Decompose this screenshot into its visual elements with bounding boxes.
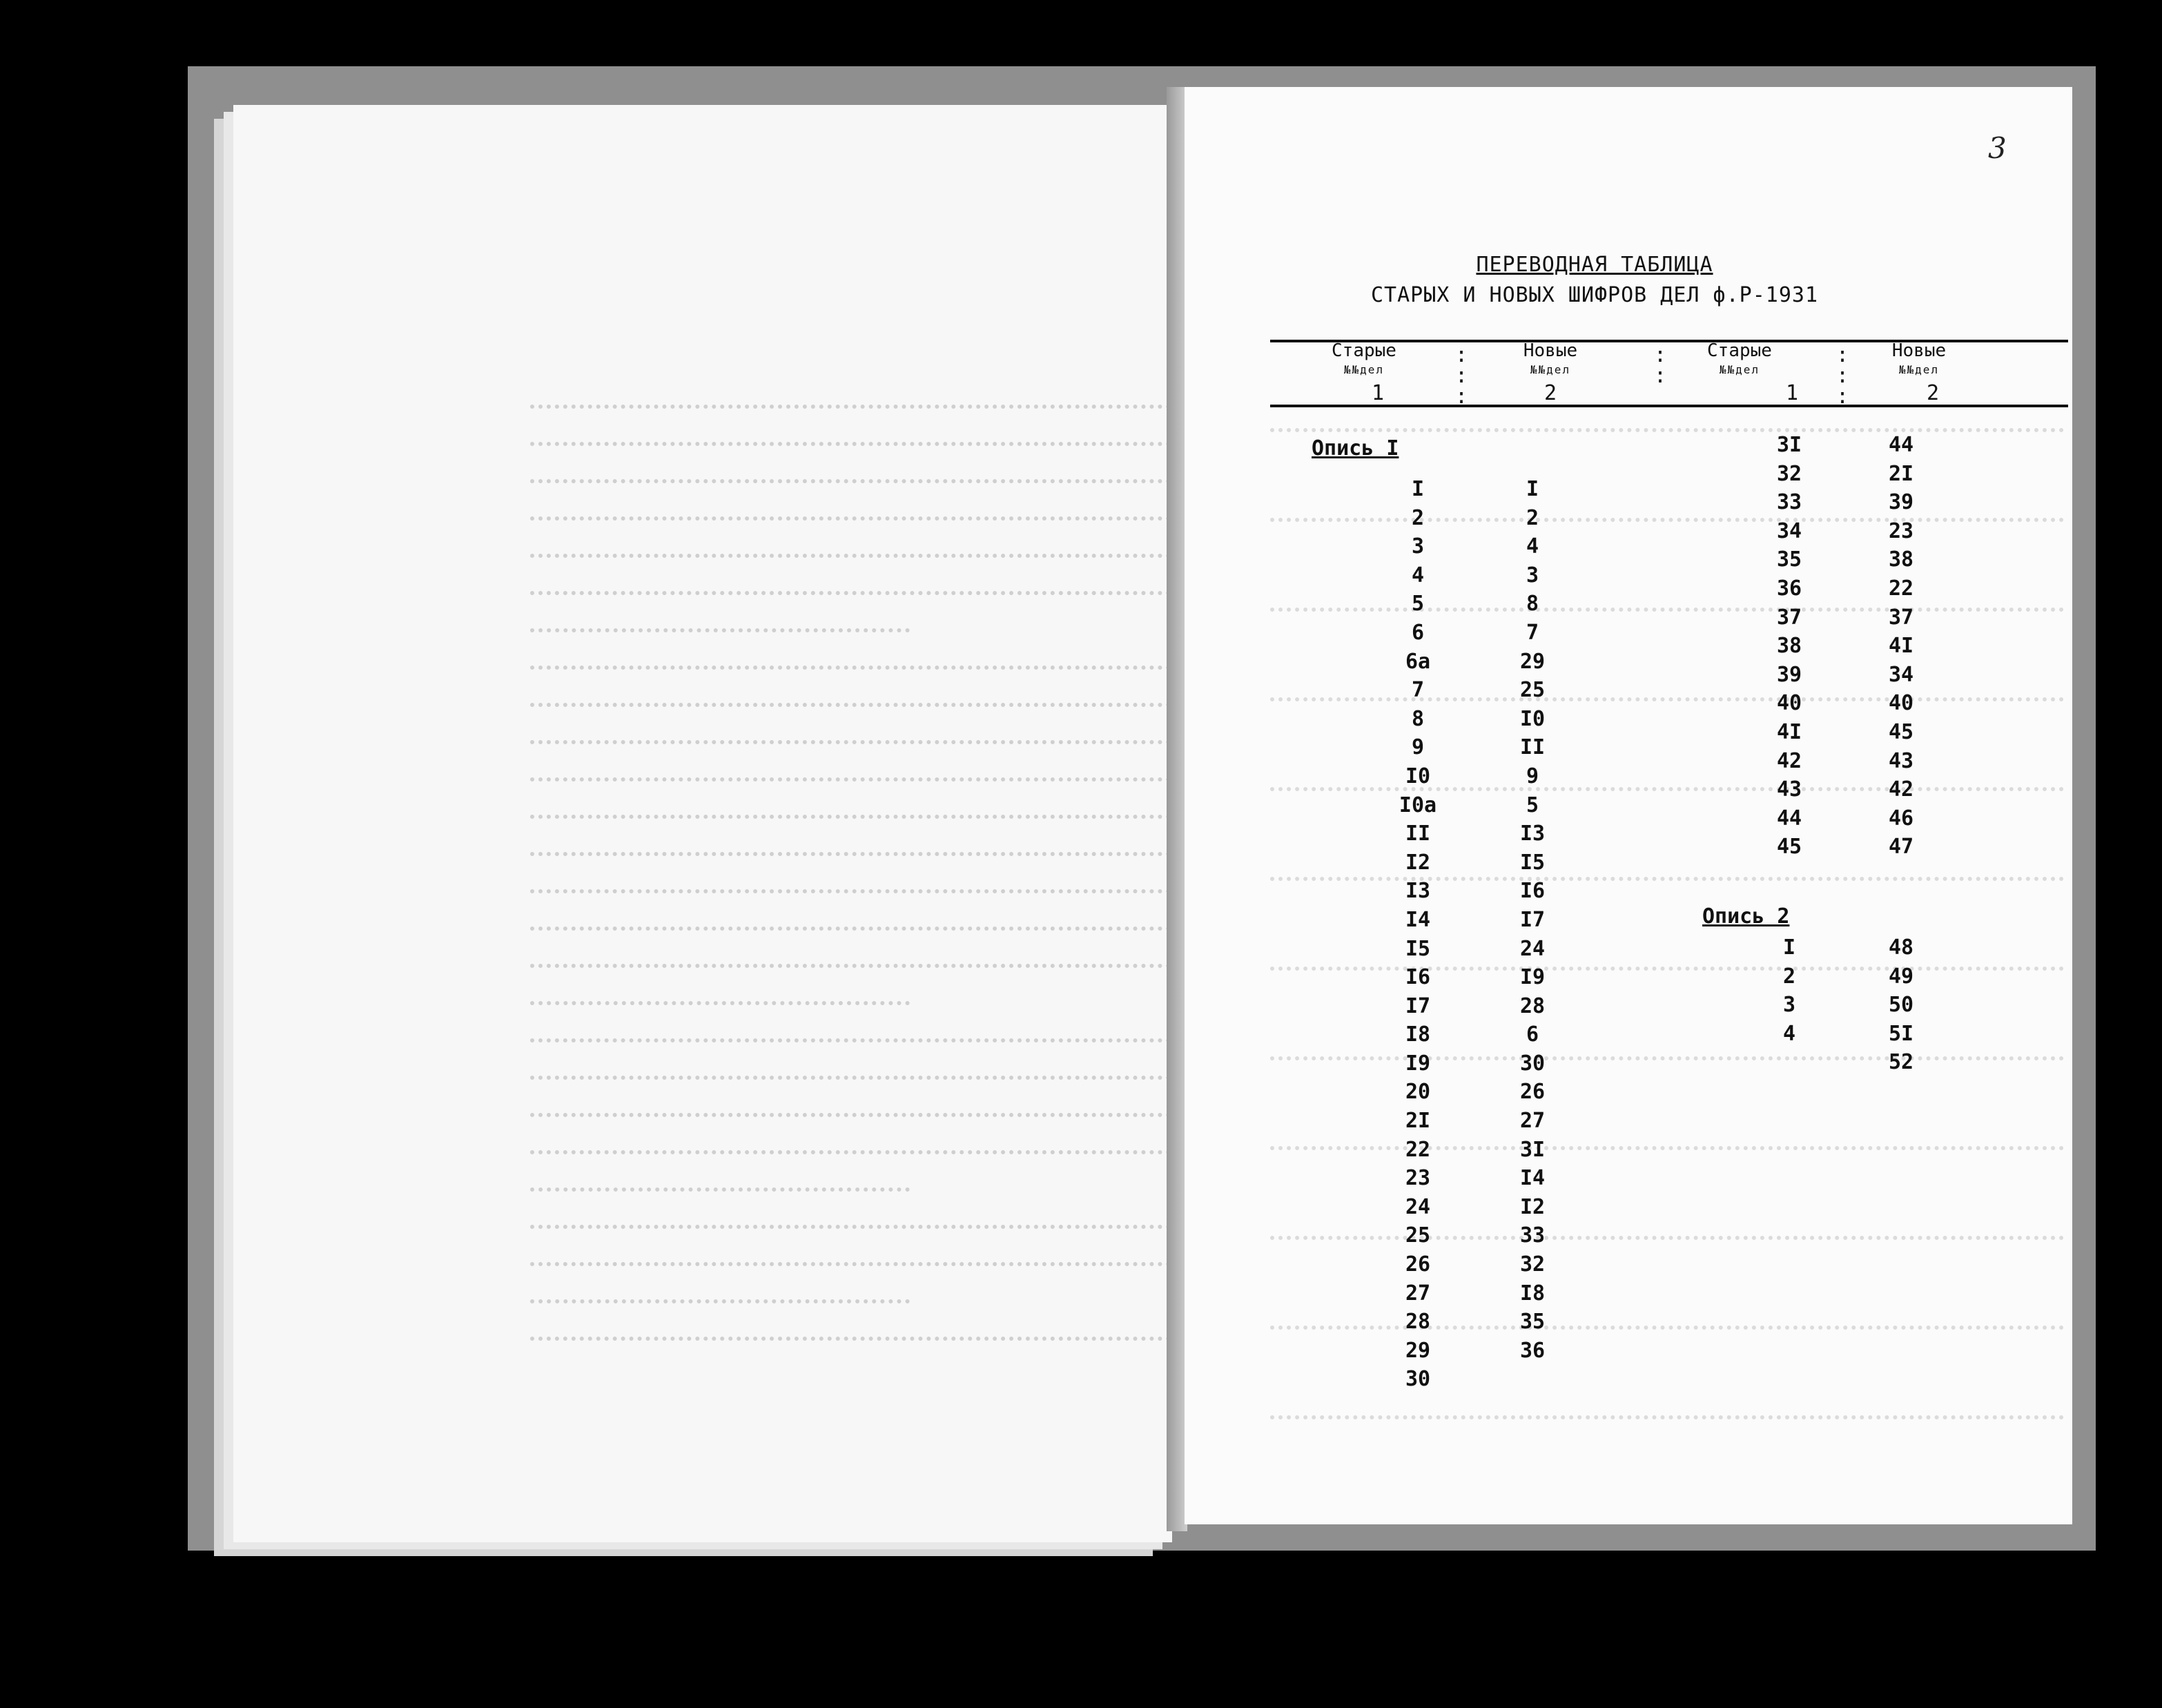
table-cell: 4: [1411, 563, 1425, 588]
table-cell: 4I: [1776, 719, 1802, 744]
table-cell: 2I: [1888, 461, 1914, 486]
table-cell: 47: [1888, 835, 1914, 860]
bleed-through-text: [233, 105, 1172, 1542]
table-cell: I0а: [1399, 793, 1437, 817]
table-cell: II: [1405, 822, 1431, 846]
header-new-2: [1864, 341, 1974, 380]
section1-cont-old-column: [1741, 431, 1838, 862]
table-cell: 3I: [1519, 1137, 1546, 1162]
bleed-line: [530, 679, 1220, 707]
header-new-1-mark: №№дел: [1530, 363, 1571, 376]
table-cell: 34: [1888, 662, 1914, 687]
table-cell: 2: [1526, 505, 1539, 530]
table-cell: II: [1519, 735, 1546, 760]
bleed-line: [530, 642, 1220, 670]
table-cell: 26: [1519, 1080, 1546, 1105]
bleed-line: [530, 456, 1220, 483]
table-cell: I0: [1405, 764, 1431, 788]
page-number: 3: [1988, 131, 2007, 165]
table-cell: I4: [1519, 1166, 1546, 1191]
table-cell: I8: [1519, 1281, 1546, 1306]
section1-old-column: [1370, 475, 1466, 1394]
table-cell: 28: [1405, 1310, 1431, 1335]
header-old-1-label: Старые: [1332, 340, 1396, 361]
table-cell: 5: [1411, 592, 1425, 617]
table-cell: 6: [1411, 620, 1425, 645]
table-cell: 8: [1411, 706, 1425, 731]
table-cell: 3: [1411, 534, 1425, 559]
table-cell: 50: [1888, 993, 1914, 1018]
table-cell: 2: [1411, 505, 1425, 530]
section-title-opis-1: Опись I: [1312, 436, 1399, 460]
table-cell: 36: [1519, 1338, 1546, 1363]
column-separator: : : :: [1455, 343, 1468, 409]
table-cell: 43: [1776, 777, 1802, 802]
table-cell: 30: [1519, 1051, 1546, 1076]
table-cell: 40: [1776, 691, 1802, 716]
header-old-1: [1309, 341, 1419, 380]
table-cell: 33: [1776, 490, 1802, 515]
header-old-2-mark: №№дел: [1719, 363, 1760, 376]
table-cell: 5I: [1888, 1021, 1914, 1046]
table-cell: I5: [1405, 936, 1431, 961]
column-separator: : :: [1654, 343, 1667, 388]
table-cell: 23: [1405, 1166, 1431, 1191]
column-number-4: 2: [1926, 381, 1940, 405]
table-cell: 44: [1888, 433, 1914, 457]
table-cell: 49: [1888, 964, 1914, 989]
table-cell: 5: [1526, 793, 1539, 817]
table-cell: 20: [1405, 1080, 1431, 1105]
table-cell: 4I: [1888, 634, 1914, 659]
bleed-line: [530, 567, 1220, 595]
table-cell: 34: [1776, 518, 1802, 543]
table-cell: 28: [1519, 993, 1546, 1018]
table-cell: 25: [1519, 678, 1546, 703]
table-cell: 45: [1776, 835, 1802, 860]
table-cell: 52: [1888, 1050, 1914, 1075]
left-page: [233, 105, 1172, 1542]
section2-new-column: [1853, 933, 1949, 1077]
table-cell: I2: [1405, 850, 1431, 875]
header-new-1-label: Новые: [1523, 340, 1578, 361]
table-cell: 4: [1526, 534, 1539, 559]
table-cell: 35: [1519, 1310, 1546, 1335]
table-cell: I2: [1519, 1194, 1546, 1219]
bleed-line: [530, 866, 1220, 893]
table-cell: 39: [1776, 662, 1802, 687]
bleed-line: [530, 1276, 910, 1303]
table-cell: 32: [1519, 1252, 1546, 1277]
table-cell: 7: [1526, 620, 1539, 645]
table-cell: 26: [1405, 1252, 1431, 1277]
table-cell: 45: [1888, 719, 1914, 744]
table-cell: I3: [1405, 879, 1431, 904]
table-cell: I7: [1519, 907, 1546, 932]
table-cell: 9: [1411, 735, 1425, 760]
table-cell: I4: [1405, 907, 1431, 932]
table-cell: 40: [1888, 691, 1914, 716]
table-cell: 24: [1519, 936, 1546, 961]
table-cell: 4: [1782, 1021, 1796, 1046]
table-cell: 39: [1888, 490, 1914, 515]
table-cell: 24: [1405, 1194, 1431, 1219]
bleed-line: [530, 1201, 1220, 1229]
table-cell: 3I: [1776, 433, 1802, 457]
bleed-line: [530, 903, 1220, 931]
table-cell: 3: [1526, 563, 1539, 588]
table-cell: I0: [1519, 706, 1546, 731]
bleed-line: [530, 418, 1220, 446]
column-separator: : : :: [1836, 343, 1849, 409]
table-cell: 30: [1405, 1367, 1431, 1392]
table-cell: 35: [1776, 547, 1802, 572]
section-title-opis-2: Опись 2: [1702, 904, 1790, 929]
table-cell: 29: [1405, 1338, 1431, 1363]
table-cell: I9: [1519, 965, 1546, 990]
table-cell: 22: [1405, 1137, 1431, 1162]
header-old-2-label: Старые: [1707, 340, 1772, 361]
table-cell: 9: [1526, 764, 1539, 788]
table-cell: I9: [1405, 1051, 1431, 1076]
table-cell: 2I: [1405, 1109, 1431, 1134]
column-number-2: 2: [1543, 381, 1557, 405]
bleed-line: [530, 530, 1220, 558]
column-number-3: 1: [1785, 381, 1799, 405]
bleed-line: [530, 1164, 910, 1192]
table-title: [1353, 250, 1836, 311]
table-cell: 6: [1526, 1022, 1539, 1047]
header-new-1: [1495, 341, 1606, 380]
bleed-line: [530, 1015, 1220, 1042]
table-cell: I3: [1519, 822, 1546, 846]
table-cell: 27: [1405, 1281, 1431, 1306]
bleed-line: [530, 978, 910, 1005]
table-cell: 38: [1888, 547, 1914, 572]
bleed-line: [530, 1313, 1220, 1341]
section1-cont-new-column: [1853, 431, 1949, 862]
table-cell: 25: [1405, 1223, 1431, 1248]
table-cell: 8: [1526, 592, 1539, 617]
column-number-1: 1: [1371, 381, 1385, 405]
bleed-lines: [530, 381, 1220, 1350]
table-cell: 32: [1776, 461, 1802, 486]
bleed-line: [530, 1052, 1220, 1080]
bleed-line: [530, 605, 910, 632]
table-cell: 36: [1776, 576, 1802, 601]
table-cell: 42: [1888, 777, 1914, 802]
table-cell: 27: [1519, 1109, 1546, 1134]
bleed-line: [530, 1239, 1220, 1266]
table-cell: 48: [1888, 935, 1914, 960]
bleed-line: [530, 754, 1220, 782]
table-cell: 38: [1776, 634, 1802, 659]
header-old-2: [1684, 341, 1795, 380]
title-line-2: СТАРЫХ И НОВЫХ ШИФРОВ ДЕЛ ф.Р-1931: [1370, 283, 1819, 307]
table-cell: 37: [1888, 605, 1914, 630]
section2-old-column: [1741, 933, 1838, 1048]
bleed-line: [530, 381, 1220, 409]
table-cell: 6а: [1405, 649, 1431, 674]
bleed-line: [530, 940, 1220, 968]
bleed-line: [530, 1089, 1220, 1117]
table-cell: 37: [1776, 605, 1802, 630]
table-cell: I: [1411, 477, 1425, 501]
table-cell: 46: [1888, 806, 1914, 831]
table-cell: I7: [1405, 993, 1431, 1018]
table-cell: 3: [1782, 993, 1796, 1018]
header-new-2-label: Новые: [1891, 340, 1947, 361]
section1-new-column: [1484, 475, 1581, 1365]
table-cell: 43: [1888, 748, 1914, 773]
title-line-1: ПЕРЕВОДНАЯ ТАБЛИЦА: [1476, 253, 1713, 277]
header-old-1-mark: №№дел: [1343, 363, 1385, 376]
table-cell: 7: [1411, 678, 1425, 703]
bleed-line: [530, 1127, 1220, 1154]
bleed-line: [530, 717, 1220, 744]
bleed-line: [530, 828, 1220, 856]
table-cell: 42: [1776, 748, 1802, 773]
bleed-line: [530, 493, 1220, 521]
table-cell: I6: [1405, 965, 1431, 990]
table-cell: 29: [1519, 649, 1546, 674]
bleed-line: [530, 791, 1220, 819]
table-cell: I: [1526, 477, 1539, 501]
table-cell: I8: [1405, 1022, 1431, 1047]
table-cell: 44: [1776, 806, 1802, 831]
table-cell: I5: [1519, 850, 1546, 875]
table-cell: 22: [1888, 576, 1914, 601]
table-cell: I6: [1519, 879, 1546, 904]
table-cell: 2: [1782, 964, 1796, 989]
table-cell: I: [1782, 935, 1796, 960]
table-cell: 33: [1519, 1223, 1546, 1248]
header-new-2-mark: №№дел: [1898, 363, 1940, 376]
table-cell: 23: [1888, 518, 1914, 543]
